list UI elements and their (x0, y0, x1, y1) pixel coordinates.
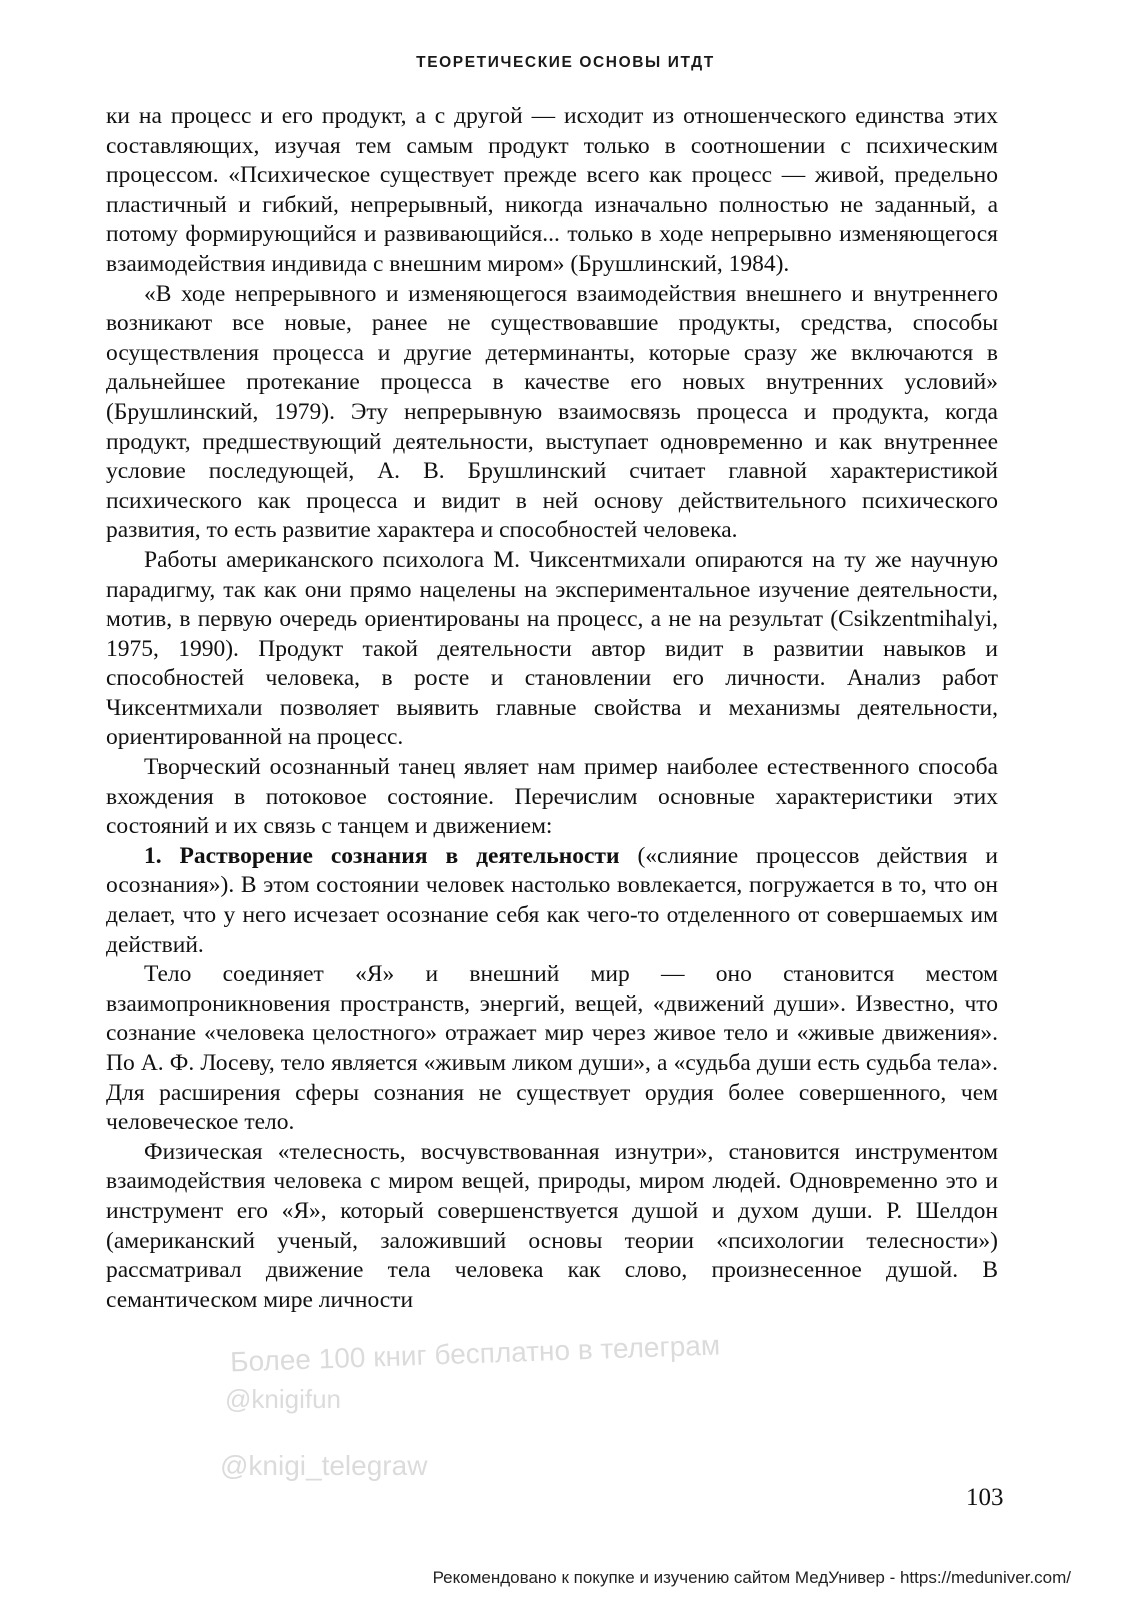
paragraph-4: Творческий осознанный танец являет нам пример наиболее естественного способа вхождения в потоковое состояние. Перечислим основные характеристики этих состояний и их связь с танцем и движением: (106, 754, 998, 840)
paragraph-3: Работы американского психолога М. Чиксентмихали опираются на ту же научную парадигму, так как они прямо нацелены на экспериментальное изучение деятельности, мотив, в первую очередь ориентированы на процесс, а не на результат (Csikzentmihalyi, 1975, 1990). Продукт такой деятельности автор видит в развитии навыков и способностей человека, в росте и становлении его личности. Анализ работ Чиксентмихали позволяет выявить главные свойства и механизмы деятельности, ориентированной на процесс. (106, 546, 998, 751)
footer-recommendation: Рекомендовано к покупке и изучению сайтом МедУнивер - https://meduniver.com/ (432, 1568, 1071, 1587)
item-text: («слияние процессов действия и осознания»). В этом состоянии человек настолько вовлекается, погружается в то, что он делает, что у него исчезает осознание себя как чего-то отделенного от совершаемых им действий. (106, 842, 998, 958)
paragraph-2: «В ходе непрерывного и изменяющегося взаимодействия внешнего и внутреннего возникают все новые, ранее не существовавшие продукты, средства, способы осуществления процесса и другие детерминанты, которые сразу же включаются в дальнейшее протекание процесса в качестве его новых внутренних условий» (Брушлинский, 1979). Эту непрерывную взаимосвязь процесса и продукта, когда продукт, предшествующий деятельности, выступает одновременно и как внутреннее условие последующей, А. В. Брушлинский считает главной характеристикой психического как процесса и видит в ней основу действительного психического развития, то есть развитие характера и способностей человека. (106, 280, 998, 544)
watermark-handle-2: @knigi_telegraw (220, 1450, 428, 1481)
item-heading: 1. Растворение сознания в деятельности (144, 842, 620, 869)
body-text (106, 102, 998, 1315)
watermark-handle: @knigifun (225, 1384, 342, 1414)
page-number: 103 (966, 1484, 1004, 1511)
paragraph-7: Физическая «телесность, восчувствованная изнутри», становится инструментом взаимодействия человека с миром вещей, природы, миром людей. Одновременно это и инструмент его «Я», который совершенствуется душой и духом души. Р. Шелдон (американский ученый, заложивший основы теории «психологии телесности») рассматривал движение тела человека как слово, произнесенное душой. В семантическом мире личности (106, 1138, 998, 1313)
paragraph-6: Тело соединяет «Я» и внешний мир — оно становится местом взаимопроникновения пространств, энергий, вещей, «движений души». Известно, что сознание «человека целостного» отражает мир через живое тело и «живые движения». По А. Ф. Лосеву, тело является «живым ликом души», а «судьба души есть судьба тела». Для расширения сферы сознания не существует орудия более совершенного, чем человеческое тело. (106, 961, 998, 1136)
paragraph-5 (106, 842, 998, 960)
running-header: ТЕОРЕТИЧЕСКИЕ ОСНОВЫ ИТДТ (416, 54, 715, 71)
paragraph-1: ки на процесс и его продукт, а с другой — исходит из отношенческого единства этих составляющих, изучая тем самым продукт только в соотношении с психическим процессом. «Психическое существует прежде всего как процесс — живой, предельно пластичный и гибкий, непрерывный, никогда изначально полностью не заданный, а потому формирующийся и развивающийся... только в ходе непрерывно изменяющегося взаимодействия индивида с внешним миром» (Брушлинский, 1984). (106, 103, 998, 277)
watermark-text: Более 100 книг бесплатно в телеграм (229, 1329, 721, 1378)
